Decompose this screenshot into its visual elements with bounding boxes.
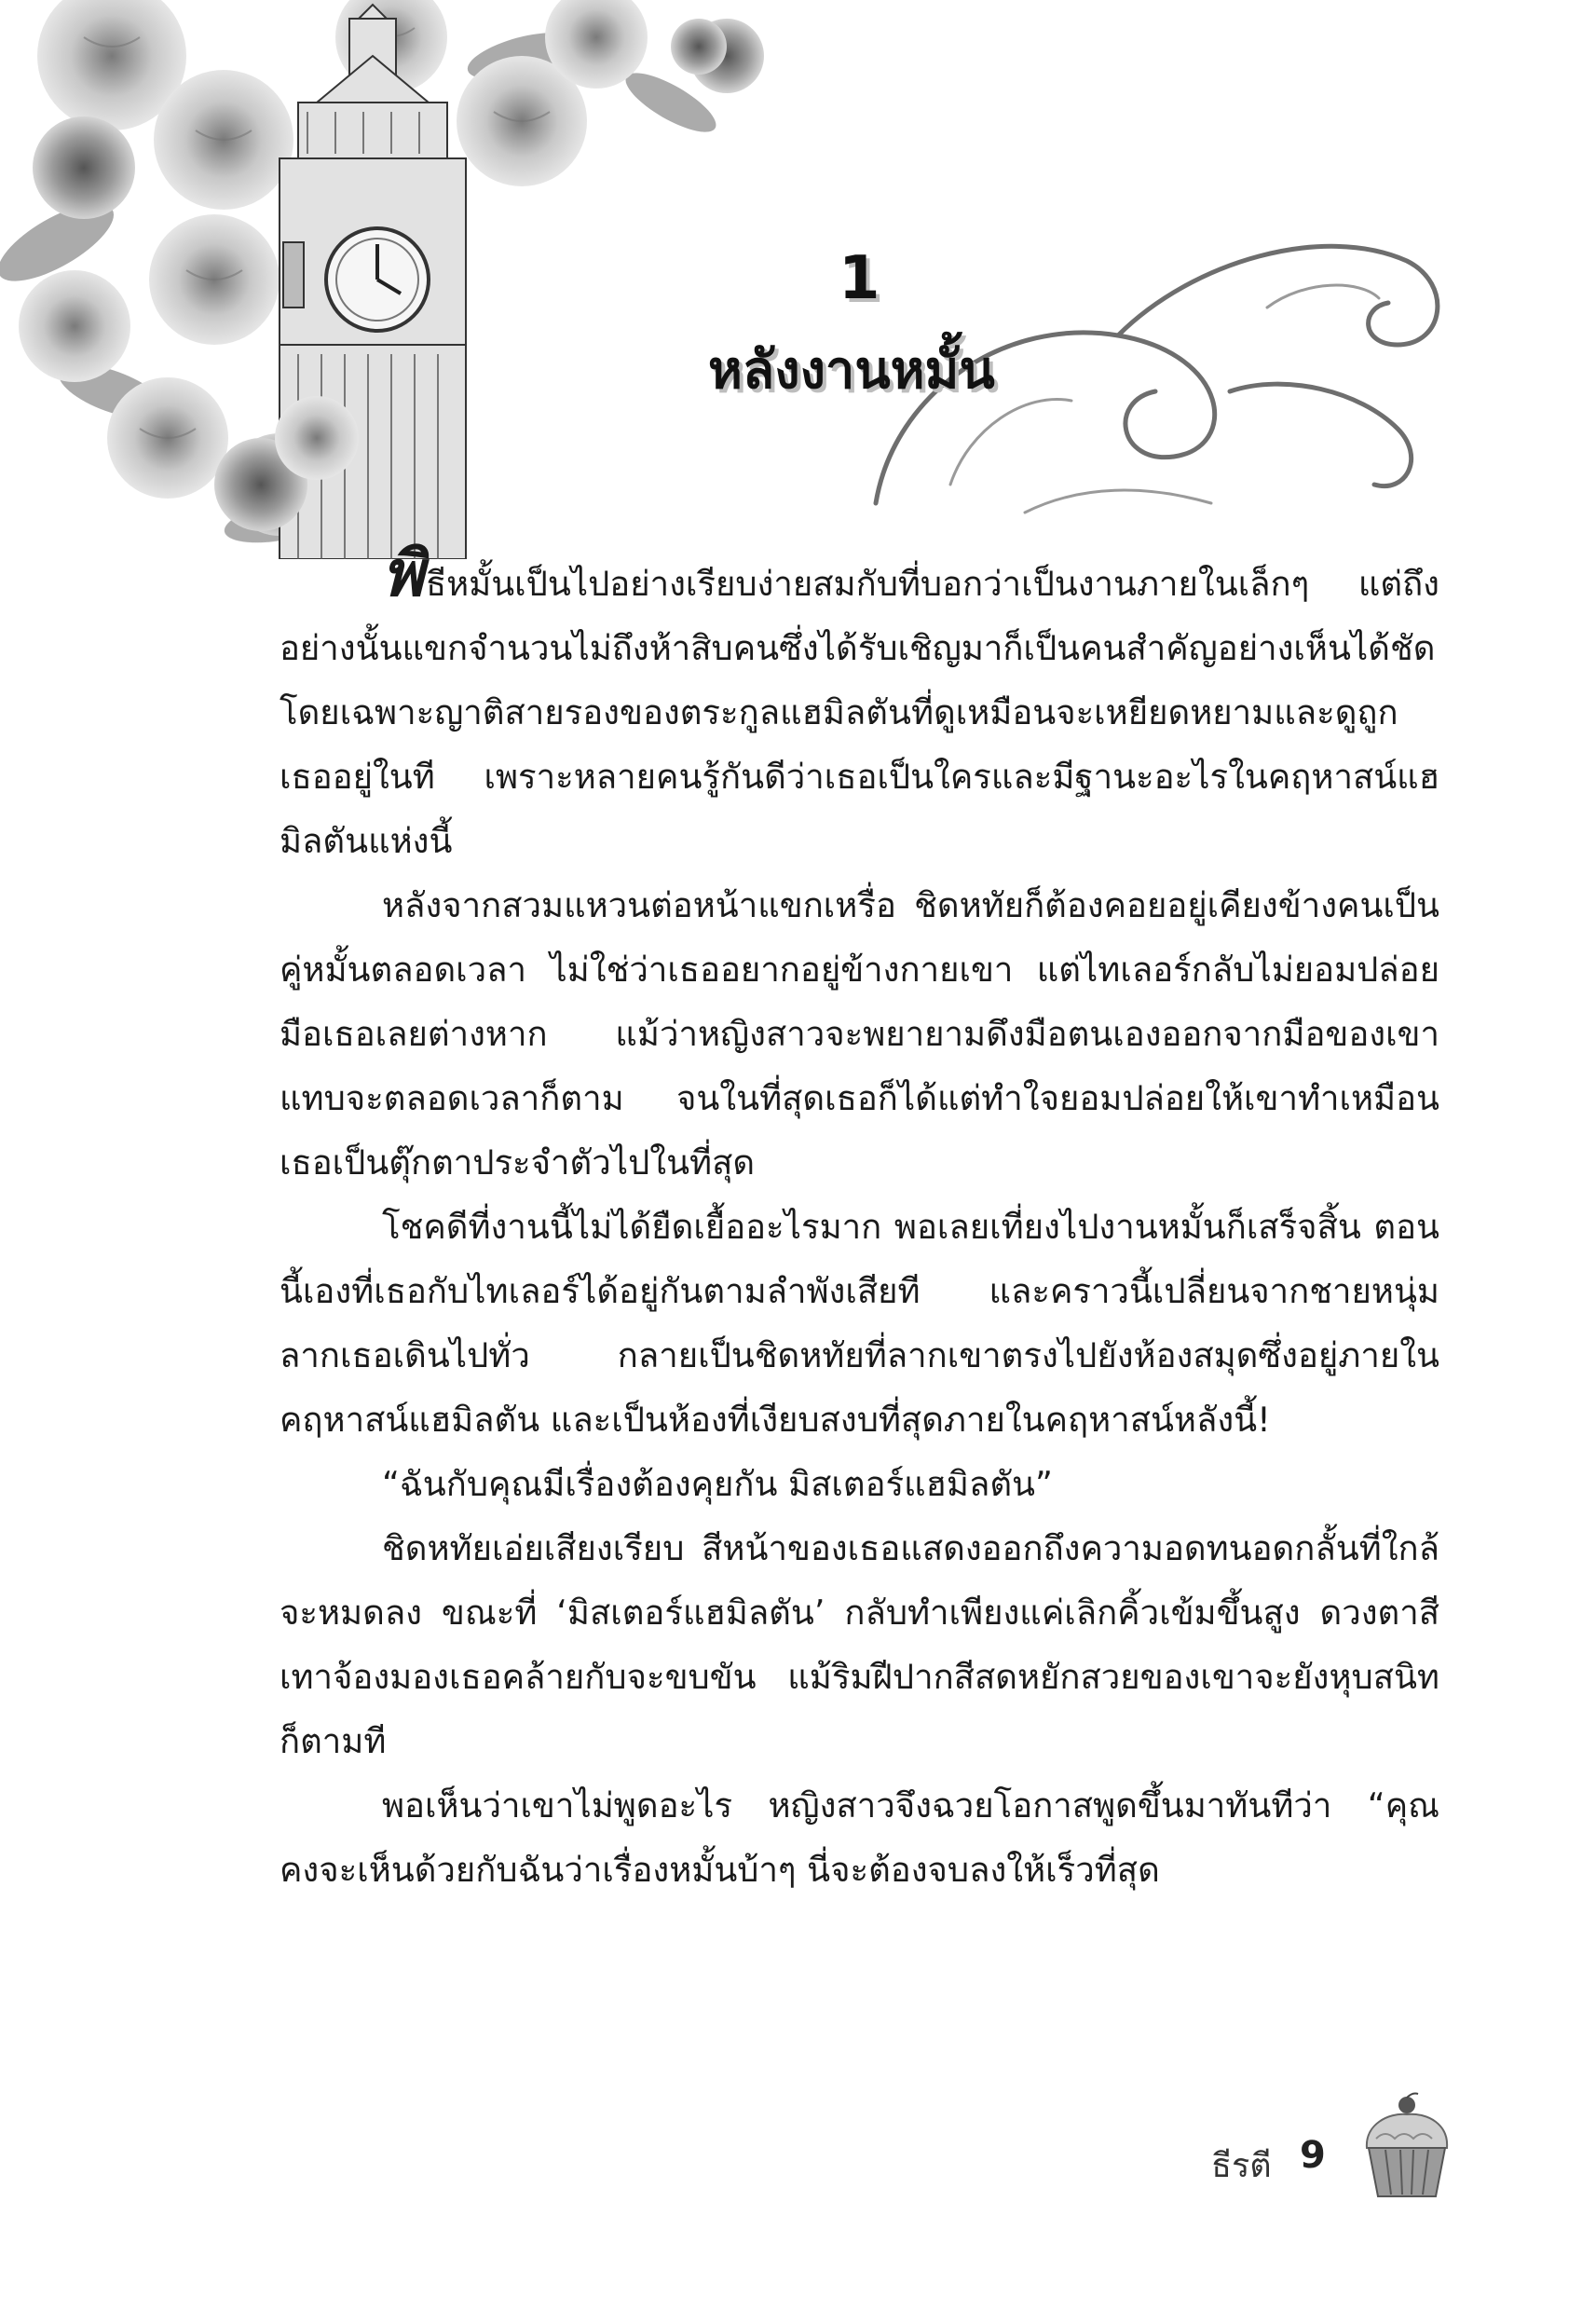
page-number: 9 bbox=[1300, 2134, 1326, 2177]
paragraph-4: “ฉันกับคุณมีเรื่องต้องคุยกัน มิสเตอร์แฮมิลตัน” bbox=[382, 1464, 1053, 1504]
floral-clock-tower-illustration bbox=[0, 0, 820, 559]
drop-cap: พิ bbox=[382, 537, 424, 611]
paragraph-6: พอเห็นว่าเขาไม่พูดอะไร หญิงสาวจึงฉวยโอกาสพูดขึ้นมาทันทีว่า “คุณคงจะเห็นด้วยกับฉันว่าเรื่องหมั้นบ้าๆ นี่จะต้องจบลงให้เร็วที่สุด bbox=[280, 1785, 1439, 1890]
paragraph-5: ชิดหทัยเอ่ยเสียงเรียบ สีหน้าของเธอแสดงออกถึงความอดทนอดกลั้นที่ใกล้จะหมดลง ขณะที่ ‘มิสเตอร์แฮมิลตัน’ กลับทำเพียงแค่เลิกคิ้วเข้มขึ้นสูง ดวงตาสีเทาจ้องมองเธอคล้ายกับจะขบขัน แม้ริมฝีปากสีสดหยักสวยของเขาจะยังหุบสนิทก็ตามที bbox=[280, 1528, 1439, 1761]
cupcake-icon bbox=[1356, 2092, 1458, 2204]
paragraph-1-text: ธีหมั้นเป็นไปอย่างเรียบง่ายสมกับที่บอกว่าเป็นงานภายในเล็กๆ แต่ถึงอย่างนั้นแขกจำนวนไม่ถึงห้าสิบคนซึ่งได้รับเชิญมาก็เป็นคนสำคัญอย่างเห็นได้ชัด โดยเฉพาะญาติสายรองของตระกูลแฮมิลตันที่ดูเหมือนจะเหยียดหยามและดูถูกเธออยู่ในที เพราะหลายคนรู้กันดีว่าเธอเป็นใครและมีฐานะอะไรในคฤหาสน์แฮมิลตันแห่งนี้ bbox=[280, 564, 1439, 861]
footer-author: ธีรตี bbox=[1211, 2147, 1272, 2185]
body-text bbox=[280, 537, 1439, 1902]
paragraph-3: โชคดีที่งานนี้ไม่ได้ยืดเยื้ออะไรมาก พอเลยเที่ยงไปงานหมั้นก็เสร็จสิ้น ตอนนี้เองที่เธอกับไทเลอร์ได้อยู่กันตามลำพังเสียที และคราวนี้เปลี่ยนจากชายหนุ่มลากเธอเดินไปทั่ว กลายเป็นชิดหทัยที่ลากเขาตรงไปยังห้องสมุดซึ่งอยู่ภายในคฤหาสน์แฮมิลตัน และเป็นห้องที่เงียบสงบที่สุดภายในคฤหาสน์หลังนี้! bbox=[280, 1207, 1439, 1440]
paragraph-1 bbox=[280, 537, 1439, 873]
chapter-number: 1 bbox=[839, 244, 880, 313]
chapter-title: หลังงานหมั้น bbox=[708, 340, 995, 401]
paragraph-2: หลังจากสวมแหวนต่อหน้าแขกเหรื่อ ชิดหทัยก็ต้องคอยอยู่เคียงข้างคนเป็นคู่หมั้นตลอดเวลา ไม่ใช่ว่าเธออยากอยู่ข้างกายเขา แต่ไทเลอร์กลับไม่ยอมปล่อยมือเธอเลยต่างหาก แม้ว่าหญิงสาวจะพยายามดึงมือตนเองออกจากมือของเขาแทบจะตลอดเวลาก็ตาม จนในที่สุดเธอก็ได้แต่ทำใจยอมปล่อยให้เขาทำเหมือนเธอเป็นตุ๊กตาประจำตัวไปในที่สุด bbox=[280, 885, 1439, 1183]
